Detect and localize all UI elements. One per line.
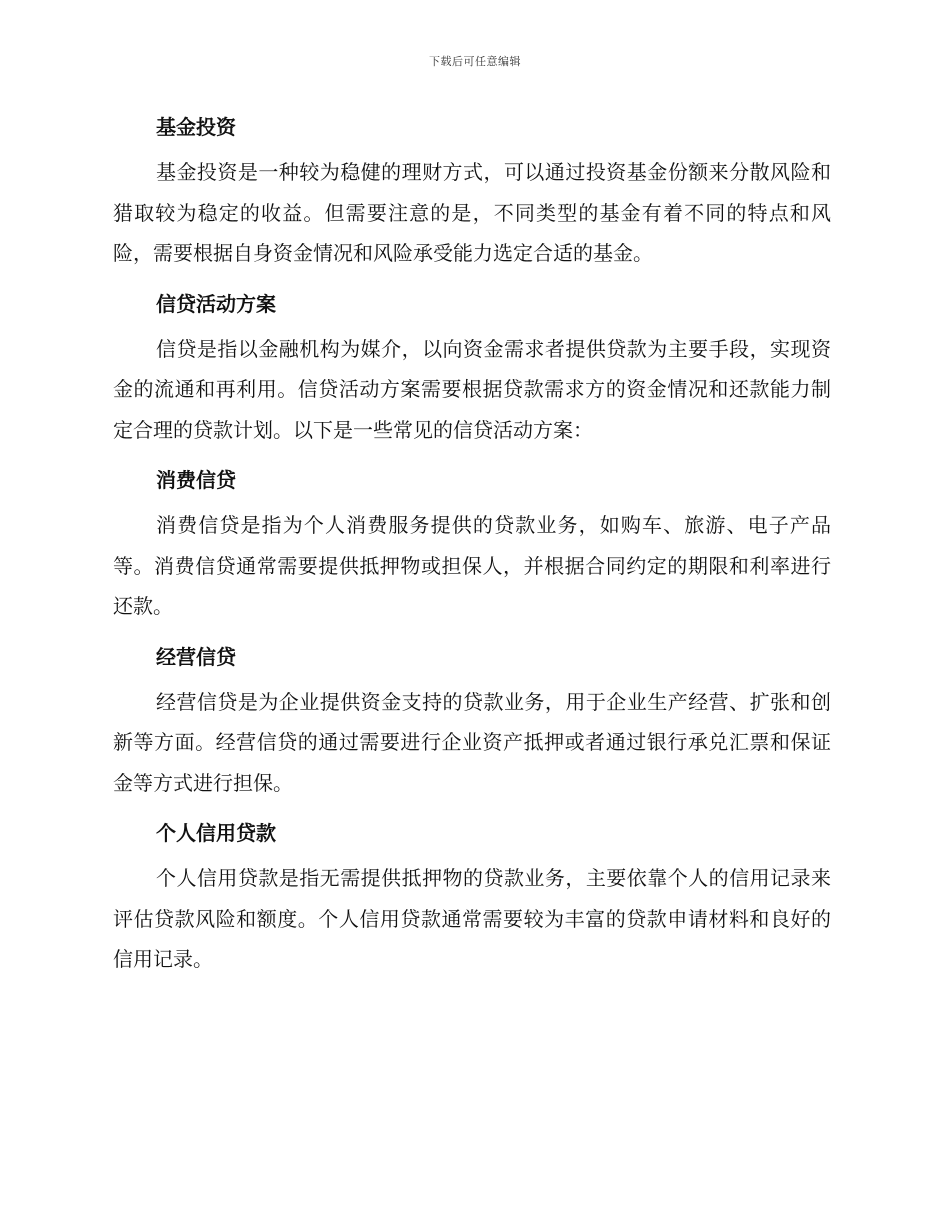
- section-body-personal-credit-loan: 个人信用贷款是指无需提供抵押物的贷款业务，主要依靠个人的信用记录来评估贷款风险和额度。个人信用贷款通常需要较为丰富的贷款申请材料和良好的信用记录。: [113, 866, 831, 971]
- document-content: [113, 108, 831, 991]
- page-header: 下载后可任意编辑: [429, 55, 521, 68]
- section-title-personal-credit-loan: 个人信用贷款: [156, 821, 276, 845]
- section-title-consumer-credit: 消费信贷: [156, 468, 236, 492]
- section-body-business-credit: 经营信贷是为企业提供资金支持的贷款业务，用于企业生产经营、扩张和创新等方面。经营信贷的通过需要进行企业资产抵押或者通过银行承兑汇票和保证金等方式进行担保。: [113, 689, 831, 795]
- section-title-fund-investment: 基金投资: [156, 115, 236, 139]
- section-body-consumer-credit: 消费信贷是指为个人消费服务提供的贷款业务，如购车、旅游、电子产品等。消费信贷通常需要提供抵押物或担保人，并根据合同约定的期限和利率进行还款。: [113, 513, 831, 618]
- section-title-business-credit: 经营信贷: [156, 644, 236, 669]
- section-title-credit-plan: 信贷活动方案: [156, 291, 276, 316]
- section-body-credit-plan: 信贷是指以金融机构为媒介，以向资金需求者提供贷款为主要手段，实现资金的流通和再利用。信贷活动方案需要根据贷款需求方的资金情况和还款能力制定合理的贷款计划。以下是一些常见的信贷活动方案：: [113, 336, 831, 442]
- section-body-fund-investment: 基金投资是一种较为稳健的理财方式，可以通过投资基金份额来分散风险和猎取较为稳定的收益。但需要注意的是，不同类型的基金有着不同的特点和风险，需要根据自身资金情况和风险承受能力选定合适的基金。: [113, 160, 831, 265]
